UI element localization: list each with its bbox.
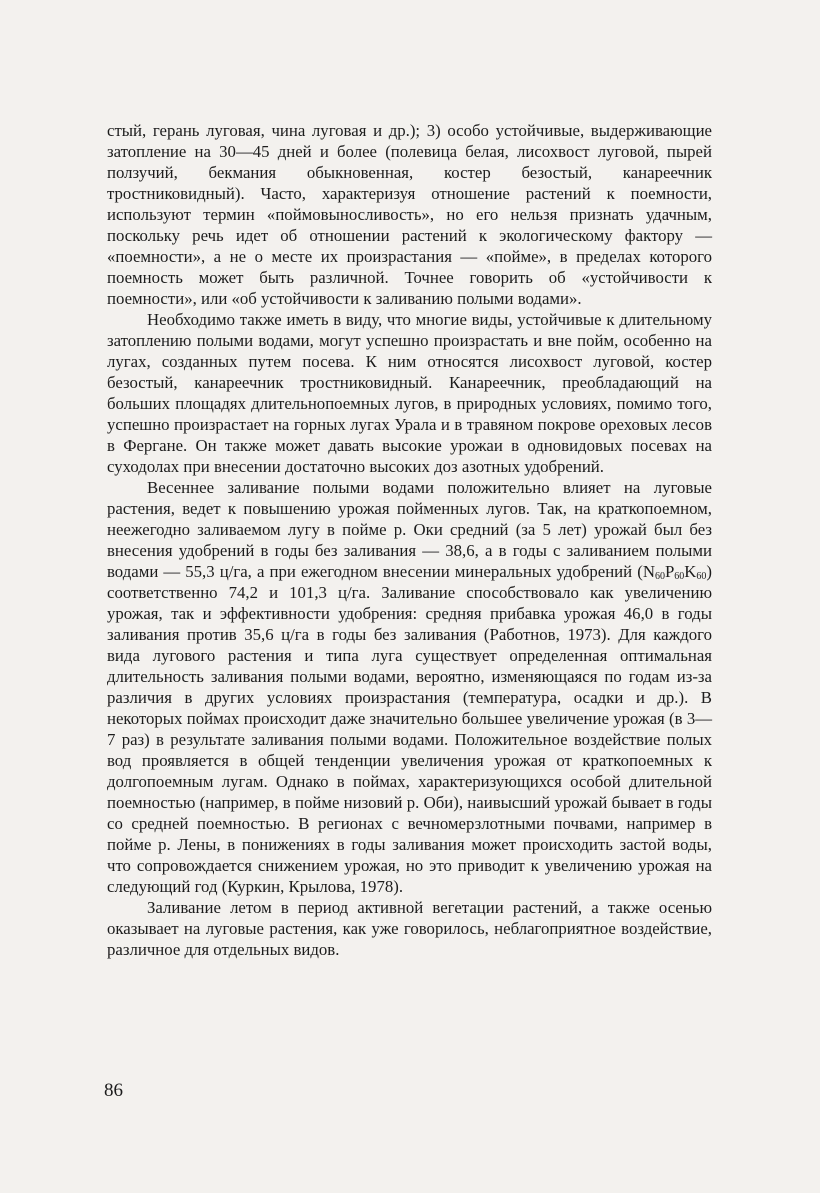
paragraph: Необходимо также иметь в виду, что многие виды, устойчивые к длительному затоплению полыми водами, могут успешно произрастать и вне пойм, особенно на лугах, созданных путем посева. К ним относятся лисохвост луговой, костер безостый, канареечник тростниковидный. Канареечник, преобладающий на больших площадях длительнопоемных лугов, в природных условиях, помимо того, успешно произрастает на горных лугах Урала и в травяном покрове ореховых лесов в Фергане. Он также может давать высокие урожаи в одновидовых посевах на суходолах при внесении достаточно высоких доз азотных удобрений. bbox=[107, 310, 712, 476]
formula-subscript: 60 bbox=[696, 571, 707, 582]
page-body-text bbox=[107, 120, 712, 960]
paragraph-text-part: Весеннее заливание полыми водами положительно влияет на луговые растения, ведет к повышению урожая пойменных лугов. Так, на краткопоемном, неежегодно заливаемом лугу в пойме р. Оки средний (за 5 лет) урожай был без внесения удобрений в годы без заливания — 38,6, а в годы с заливанием полыми водами — 55,3 ц/га, а при ежегодном внесении минеральных удобрений (N bbox=[107, 478, 712, 581]
paragraph bbox=[107, 477, 712, 897]
paragraph: Заливание летом в период активной вегетации растений, а также осенью оказывает на луговые растения, как уже говорилось, неблагоприятное воздействие, различное для отдельных видов. bbox=[107, 898, 712, 959]
formula-subscript: 60 bbox=[654, 571, 665, 582]
paragraph-text-part: ) соответственно 74,2 и 101,3 ц/га. Заливание способствовало как увеличению урожая, так и эффективности удобрения: средняя прибавка урожая 46,0 в годы заливания против 35,6 ц/га в годы без заливания (Работнов, 1973). Для каждого вида лугового растения и типа луга существует определенная оптимальная длительность заливания полыми водами, вероятно, изменяющаяся по годам из-за различия в других условиях произрастания (температура, осадки и др.). В некоторых поймах происходит даже значительно большее увеличение урожая (в 3—7 раз) в результате заливания полыми водами. Положительное воздействие полых вод проявляется в общей тенденции увеличения урожая от краткопоемных к долгопоемным лугам. Однако в поймах, характеризующихся особой длительной поемностью (например, в пойме низовий р. Оби), наивысший урожай бывает в годы со средней поемностью. В регионах с вечномерзлотными почвами, например в пойме р. Лены, в понижениях в годы заливания может происходить застой воды, что сопровождается снижением урожая, но это приводит к увеличению урожая на следующий год (Куркин, Крылова, 1978). bbox=[107, 562, 712, 896]
formula-letter: P bbox=[664, 562, 675, 581]
formula-letter: K bbox=[684, 562, 697, 581]
page-number: 86 bbox=[104, 1080, 123, 1101]
formula-subscript: 60 bbox=[674, 571, 685, 582]
paragraph: стый, герань луговая, чина луговая и др.); 3) особо устойчивые, выдерживающие затопление на 30—45 дней и более (полевица белая, лисохвост луговой, пырей ползучий, бекмания обыкновенная, костер безостый, канареечник тростниковидный). Часто, характеризуя отношение растений к поемности, используют термин «поймовыносливость», но его нельзя признать удачным, поскольку речь идет об отношении растений к экологическому фактору — «поемности», а не о месте их произрастания — «пойме», в пределах которого поемность может быть различной. Точнее говорить об «устойчивости к поемности», или «об устойчивости к заливанию полыми водами». bbox=[107, 121, 712, 308]
